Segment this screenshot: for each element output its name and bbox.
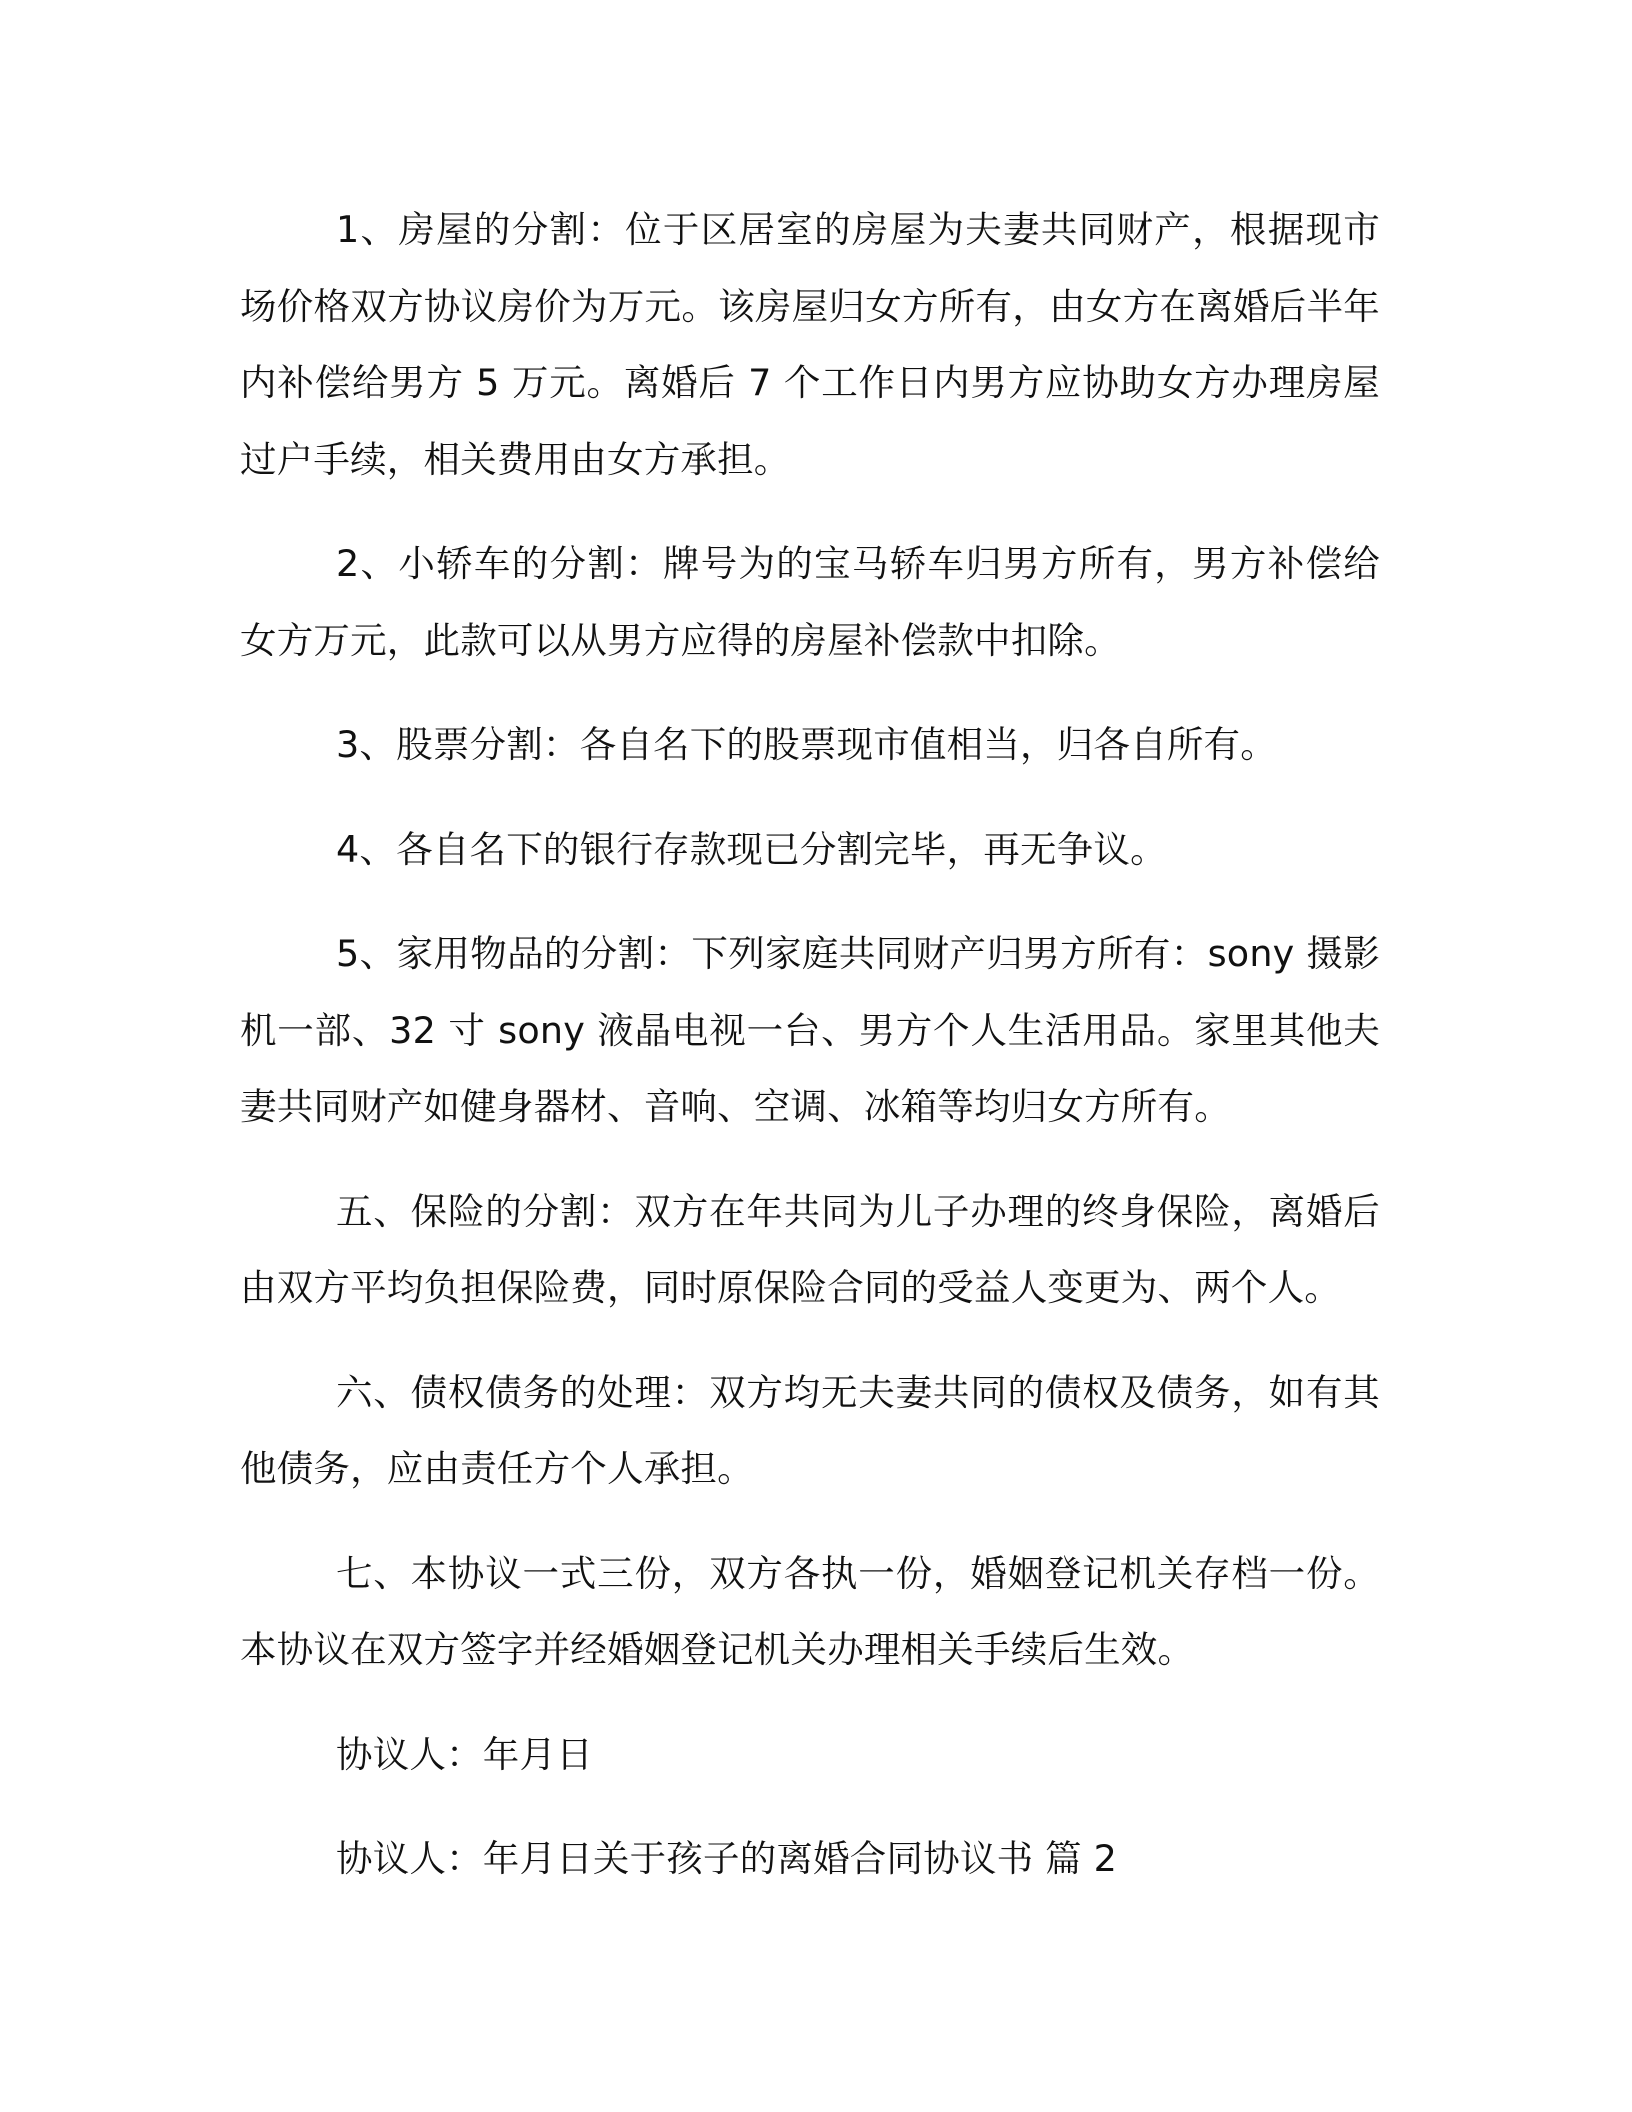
clause-house-division: 1、房屋的分割：位于区居室的房屋为夫妻共同财产，根据现市场价格双方协议房价为万元。该房屋归女方所有，由女方在离婚后半年内补偿给男方 5 万元。离婚后 7 个工作日内男方应协助女方办理房屋过户手续，相关费用由女方承担。	[240, 208, 1380, 481]
clause-car-division: 2、小轿车的分割：牌号为的宝马轿车归男方所有，男方补偿给女方万元，此款可以从男方应得的房屋补偿款中扣除。	[240, 542, 1380, 662]
signatory-line-1: 协议人：年月日	[336, 1732, 593, 1776]
document-body	[240, 192, 1380, 1898]
clause-debts: 六、债权债务的处理：双方均无夫妻共同的债权及债务，如有其他债务，应由责任方个人承担。	[240, 1370, 1380, 1490]
clause-household-items: 5、家用物品的分割：下列家庭共同财产归男方所有：sony 摄影机一部、32 寸 sony 液晶电视一台、男方个人生活用品。家里其他夫妻共同财产如健身器材、音响、空调、冰箱等均归女方所有。	[240, 932, 1380, 1128]
clause-bank-deposit: 4、各自名下的银行存款现已分割完毕，再无争议。	[336, 827, 1167, 871]
clause-copies-effect: 七、本协议一式三份，双方各执一份，婚姻登记机关存档一份。本协议在双方签字并经婚姻登记机关办理相关手续后生效。	[240, 1551, 1380, 1671]
clause-insurance: 五、保险的分割：双方在年共同为儿子办理的终身保险，离婚后由双方平均负担保险费，同时原保险合同的受益人变更为、两个人。	[240, 1189, 1380, 1309]
clause-stock-division: 3、股票分割：各自名下的股票现市值相当，归各自所有。	[336, 723, 1277, 766]
signatory-line-2: 协议人：年月日关于孩子的离婚合同协议书 篇 2	[336, 1837, 1118, 1880]
